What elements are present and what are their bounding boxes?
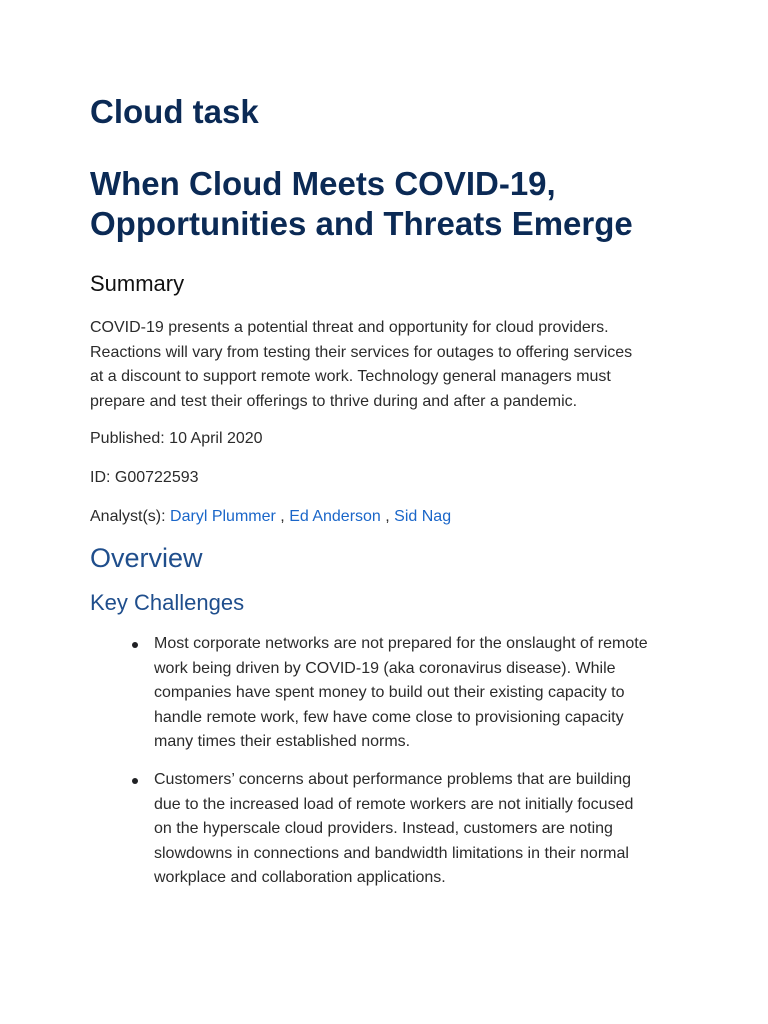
list-item-line: Most corporate networks are not prepared for the onslaught of remote [154, 635, 648, 652]
list-item-line: Customers’ concerns about performance problems that are building [154, 771, 631, 788]
summary-line: Reactions will vary from testing their services for outages to offering services [90, 343, 633, 361]
list-item-line: on the hyperscale cloud providers. Instead, customers are noting [154, 820, 613, 837]
list-item-text [154, 632, 694, 755]
list-item-line: work being driven by COVID-19 (aka coronavirus disease). While [154, 659, 616, 677]
summary-line: at a discount to support remote work. Technology general managers must [90, 368, 611, 385]
summary-line: COVID-19 presents a potential threat and opportunity for cloud providers. [90, 319, 609, 336]
list-item-line: many times their established norms. [154, 733, 411, 750]
list-item-line: handle remote work, few have come close to provisioning capacity [154, 708, 624, 726]
analysts-label: Analyst(s): [90, 508, 166, 525]
summary-line: prepare and test their offerings to thrive during and after a pandemic. [90, 392, 578, 410]
published-date: Published: 10 April 2020 [90, 430, 263, 447]
list-item-text [154, 768, 694, 891]
article-title [90, 164, 690, 244]
document-title: Cloud task [90, 93, 259, 130]
document-id: ID: G00722593 [90, 469, 199, 486]
analyst-separator: , [280, 508, 285, 525]
bullet-icon [132, 642, 138, 648]
list-item-line: companies have spent money to build out their existing capacity to [154, 684, 625, 701]
summary-paragraph [90, 316, 690, 414]
overview-heading: Overview [90, 543, 203, 573]
analyst-link-daryl-plummer[interactable]: Daryl Plummer [170, 508, 276, 525]
article-title-line: Opportunities and Threats Emerge [90, 205, 633, 242]
list-item-line: due to the increased load of remote workers are not initially focused [154, 795, 634, 813]
analyst-separator: , [385, 508, 390, 525]
article-title-line: When Cloud Meets COVID-19, [90, 165, 556, 202]
list-item-line: slowdowns in connections and bandwidth limitations in their normal [154, 844, 629, 862]
key-challenges-heading: Key Challenges [90, 590, 245, 615]
bullet-icon [132, 778, 138, 784]
analyst-link-sid-nag[interactable]: Sid Nag [394, 508, 452, 525]
analyst-link-ed-anderson[interactable]: Ed Anderson [289, 508, 381, 525]
analysts-line [90, 505, 451, 529]
list-item-line: workplace and collaboration applications. [154, 869, 446, 886]
summary-heading: Summary [90, 271, 185, 296]
